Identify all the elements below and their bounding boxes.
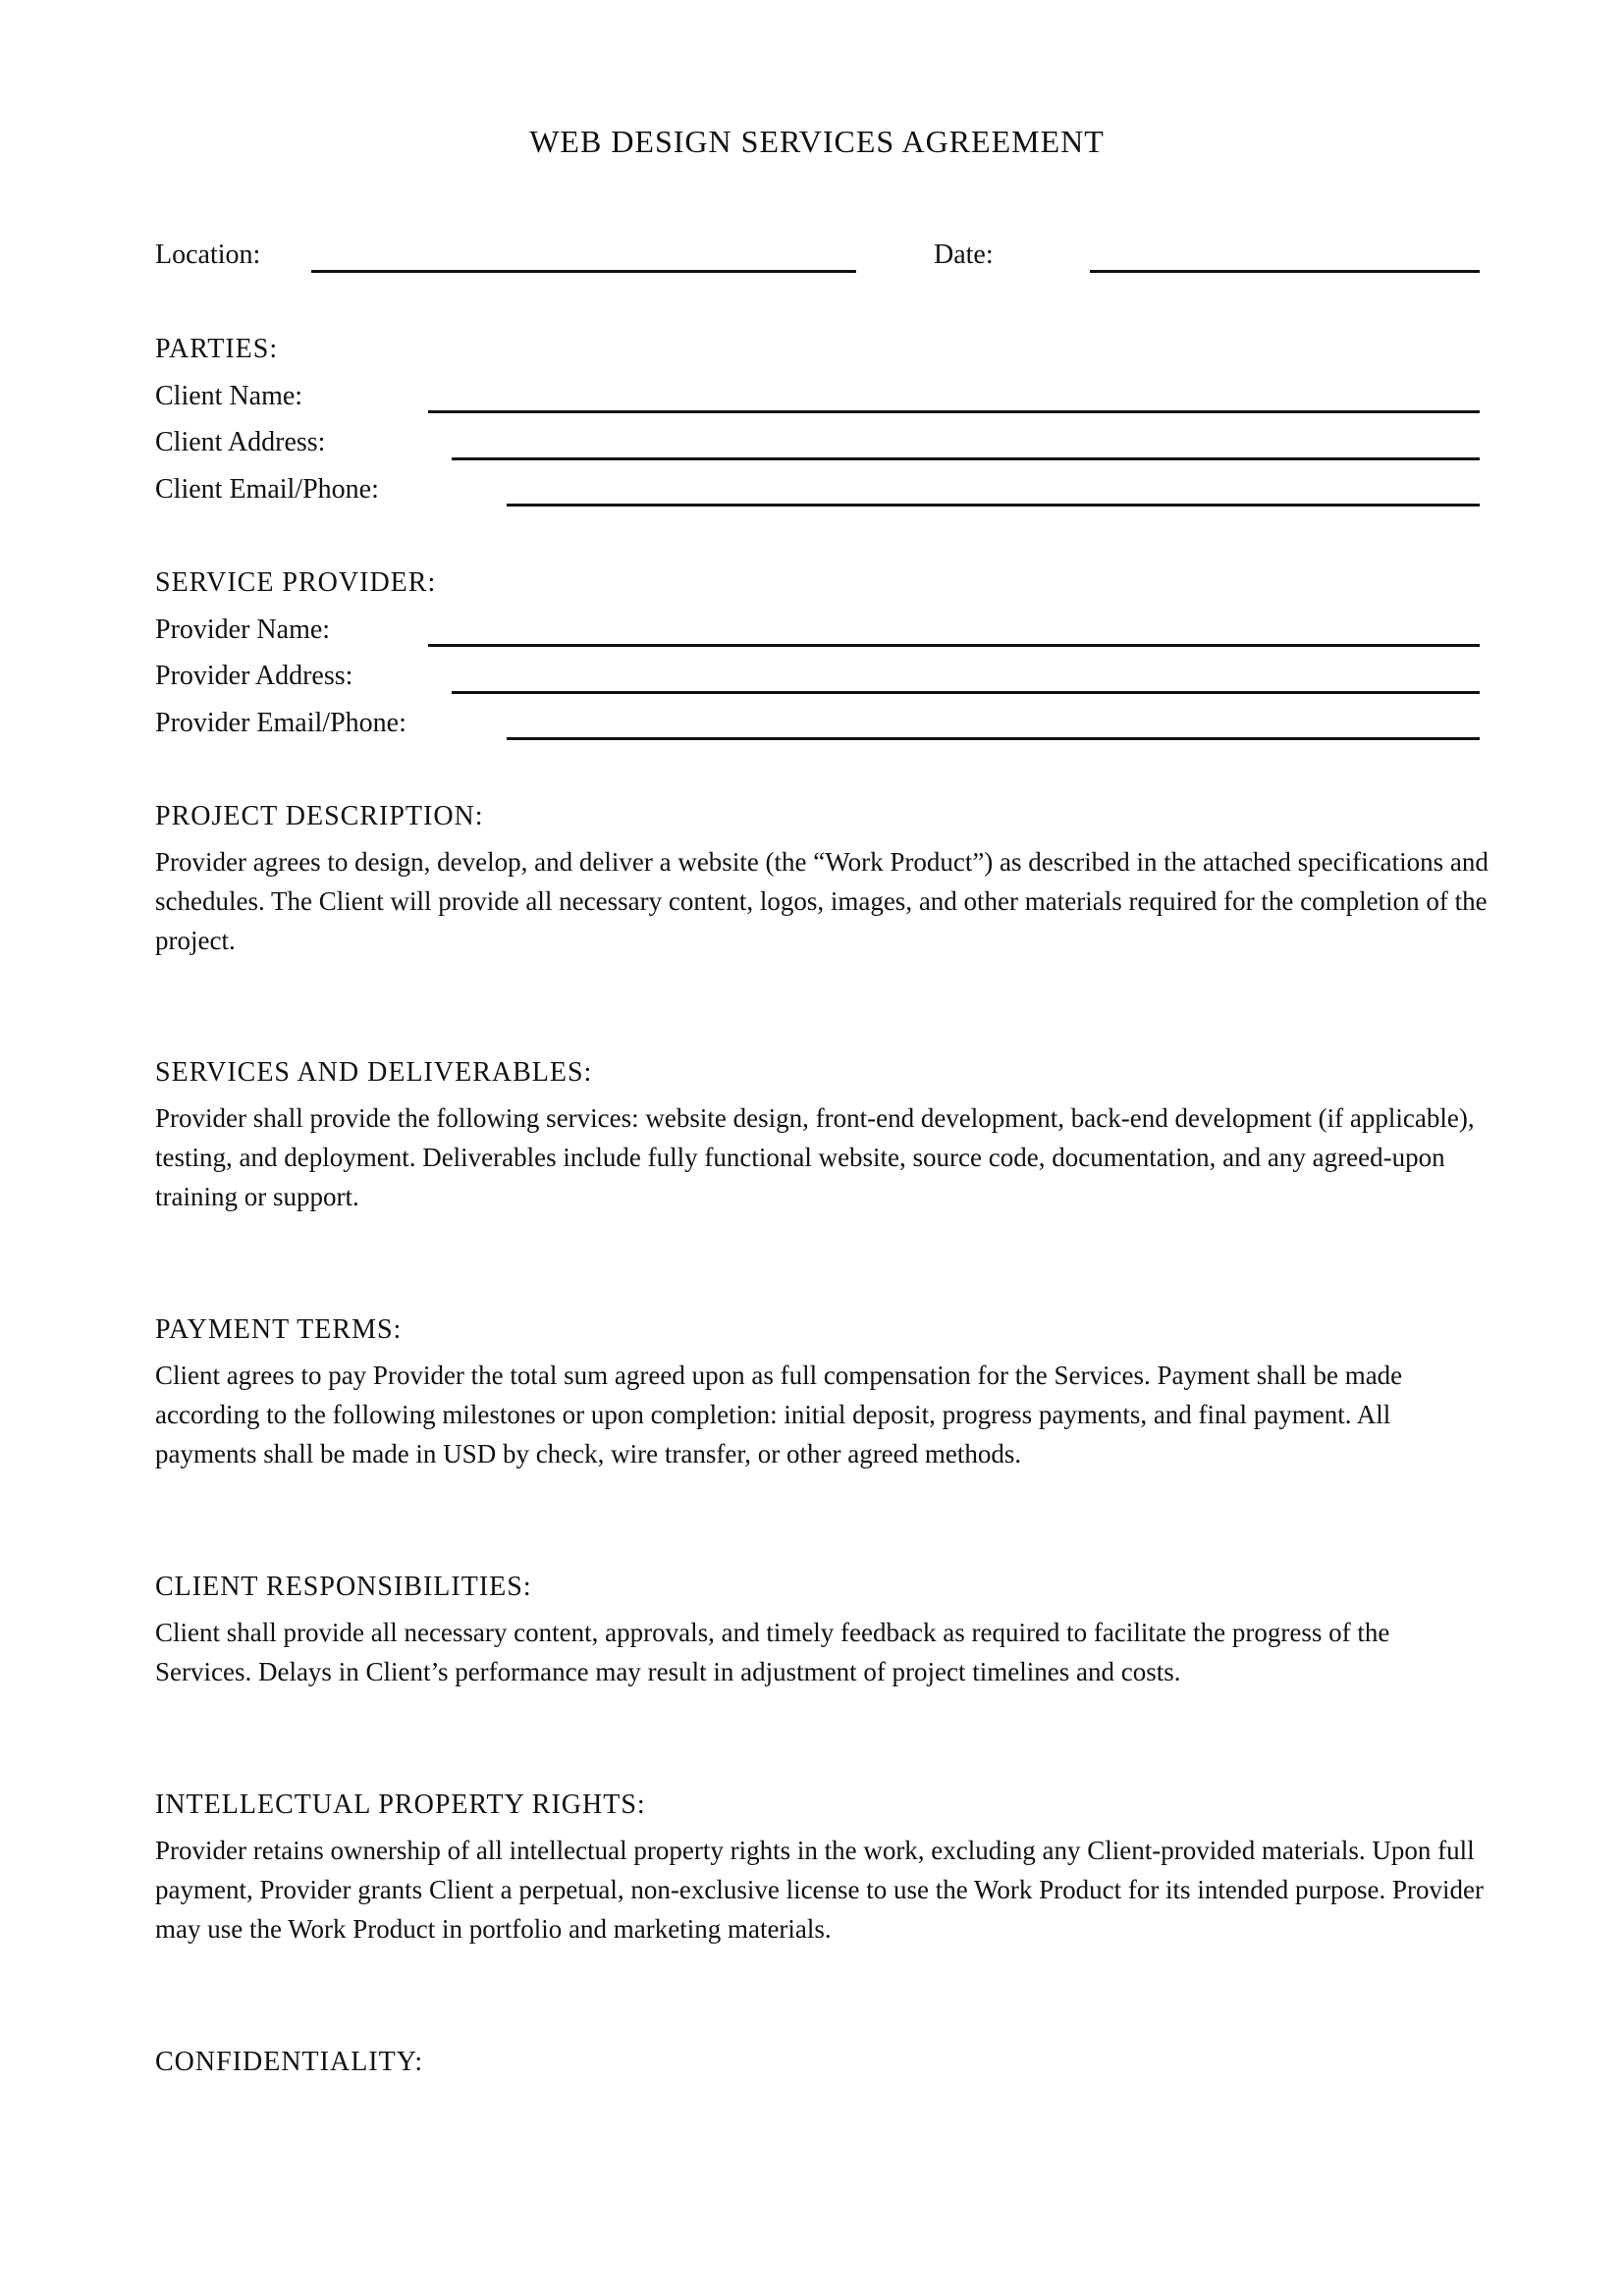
client-address-field-line[interactable] — [452, 457, 1480, 460]
client-name-label: Client Name: — [155, 381, 303, 411]
services-deliverables-heading: SERVICES AND DELIVERABLES: — [155, 1057, 593, 1088]
provider-name-label: Provider Name: — [155, 614, 331, 645]
client-address-label: Client Address: — [155, 427, 326, 457]
intellectual-property-text: Provider retains ownership of all intellectual property rights in the work, excluding any Client-provided materials. Upon full payment, Provider grants Client a perpetual, non-exclusive license to use the Work Product for its intended purpose. Provider may use the Work Product in portfolio and marketing materials. — [155, 1836, 1485, 1944]
date-field-line[interactable] — [1090, 270, 1480, 273]
intellectual-property-heading: INTELLECTUAL PROPERTY RIGHTS: — [155, 1789, 646, 1820]
document-title: WEB DESIGN SERVICES AGREEMENT — [529, 124, 1105, 159]
services-deliverables-text: Provider shall provide the following services: website design, front-end development, back-end development (if applicable), testing, and deployment. Deliverables include fully functional website, source code, documentation, and any agreed-upon training or support. — [155, 1103, 1475, 1211]
location-label: Location: — [155, 240, 261, 270]
provider-address-label: Provider Address: — [155, 661, 353, 691]
confidentiality-heading: CONFIDENTIALITY: — [155, 2047, 424, 2077]
client-contact-field-line[interactable] — [507, 504, 1480, 507]
client-contact-label: Client Email/Phone: — [155, 474, 379, 505]
provider-contact-label: Provider Email/Phone: — [155, 708, 406, 738]
project-description-text: Provider agrees to design, develop, and deliver a website (the “Work Product”) as described in the attached specifications and schedules. The Client will provide all necessary content, logos, images, and other materials required for the completion of the project. — [155, 847, 1489, 955]
client-responsibilities-text: Client shall provide all necessary content, approvals, and timely feedback as required to facilitate the progress of the Services. Delays in Client’s performance may result in adjustment of project timelines and costs. — [155, 1618, 1390, 1686]
client-name-field-line[interactable] — [428, 410, 1480, 413]
parties-heading: PARTIES: — [155, 334, 279, 364]
project-description-heading: PROJECT DESCRIPTION: — [155, 801, 484, 831]
service-provider-heading: SERVICE PROVIDER: — [155, 567, 437, 598]
date-label: Date: — [934, 240, 994, 270]
location-field-line[interactable] — [311, 270, 856, 273]
payment-terms-text: Client agrees to pay Provider the total sum agreed upon as full compensation for the Services. Payment shall be made according to the following milestones or upon completion: initial deposit, progress payments, and final payment. All payments shall be made in USD by check, wire transfer, or other agreed methods. — [155, 1361, 1403, 1468]
payment-terms-heading: PAYMENT TERMS: — [155, 1314, 403, 1345]
provider-name-field-line[interactable] — [428, 644, 1480, 647]
client-responsibilities-heading: CLIENT RESPONSIBILITIES: — [155, 1572, 532, 1602]
provider-address-field-line[interactable] — [452, 691, 1480, 694]
provider-contact-field-line[interactable] — [507, 737, 1480, 740]
